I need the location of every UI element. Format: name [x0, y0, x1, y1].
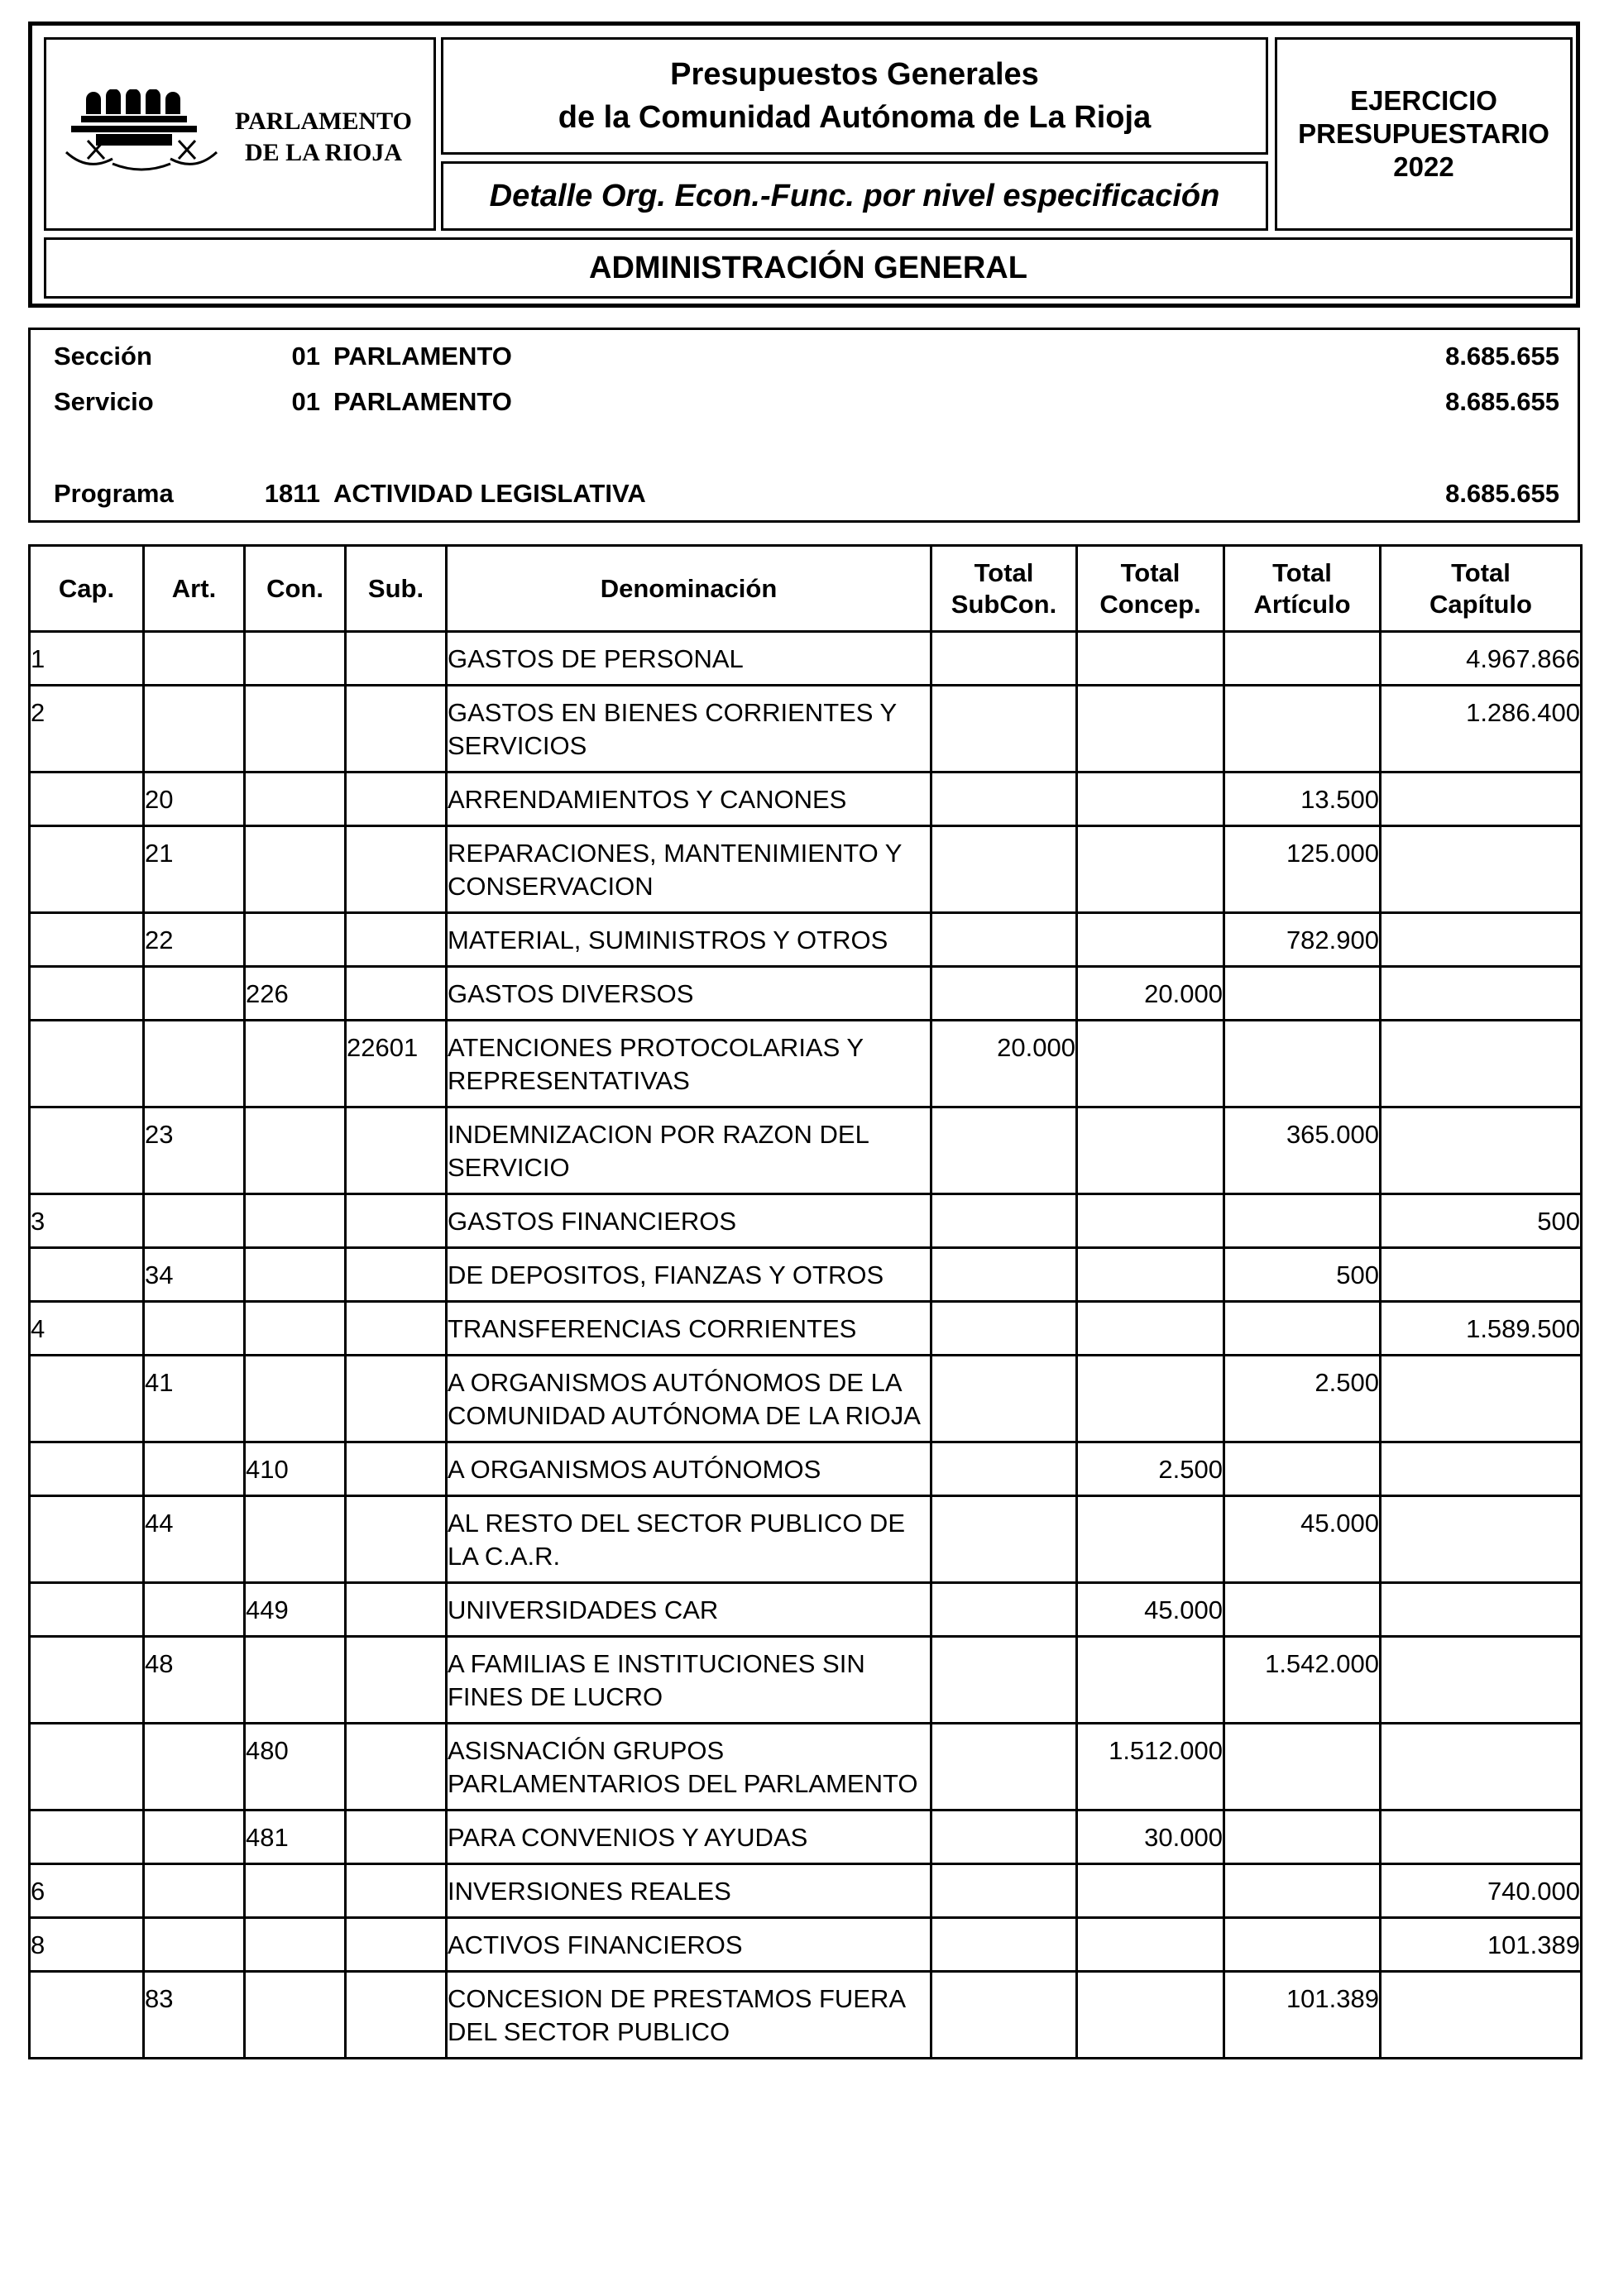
cell-total-concep: 20.000 [1077, 967, 1224, 1021]
table-row [30, 1583, 1582, 1637]
cell-total-articulo: 365.000 [1224, 1107, 1381, 1194]
parliament-name [222, 106, 425, 169]
title-line1: Presupuestos Generales [670, 57, 1039, 92]
cell-denominacion: A ORGANISMOS AUTÓNOMOS DE LA COMUNIDAD AUTÓNOMA DE LA RIOJA [447, 1356, 931, 1442]
cell-total-concep: 1.512.000 [1077, 1724, 1224, 1810]
cell-denominacion: DE DEPOSITOS, FIANZAS Y OTROS [447, 1248, 931, 1302]
cell-cap: 4 [30, 1302, 144, 1356]
cell-con [245, 773, 346, 826]
cell-total-subcon [931, 1356, 1077, 1442]
cell-con: 410 [245, 1442, 346, 1496]
cell-cap: 8 [30, 1918, 144, 1972]
cell-art [144, 686, 245, 773]
cell-con: 481 [245, 1810, 346, 1864]
cell-total-articulo [1224, 686, 1381, 773]
cell-total-articulo: 1.542.000 [1224, 1637, 1381, 1724]
col-header-total-concep [1077, 546, 1224, 632]
col-header-sub: Sub. [346, 546, 447, 632]
cell-art: 41 [144, 1356, 245, 1442]
cell-art: 23 [144, 1107, 245, 1194]
cell-denominacion: MATERIAL, SUMINISTROS Y OTROS [447, 913, 931, 967]
cell-total-concep [1077, 1918, 1224, 1972]
cell-total-concep [1077, 1107, 1224, 1194]
cell-art: 34 [144, 1248, 245, 1302]
cell-con [245, 1107, 346, 1194]
cell-sub [346, 1356, 447, 1442]
cell-con [245, 1864, 346, 1918]
servicio-name: PARLAMENTO [333, 387, 512, 416]
cell-total-subcon [931, 826, 1077, 913]
cell-con [245, 1918, 346, 1972]
cell-con [245, 826, 346, 913]
cell-total-capitulo [1381, 1583, 1582, 1637]
cell-total-articulo [1224, 1302, 1381, 1356]
cell-total-capitulo: 1.589.500 [1381, 1302, 1582, 1356]
cell-cap [30, 1810, 144, 1864]
parliament-name-line1: PARLAMENTO [235, 108, 412, 135]
cell-art: 21 [144, 826, 245, 913]
col-header-total-articulo-line2: Artículo [1253, 589, 1351, 619]
col-header-total-subcon [931, 546, 1077, 632]
cell-sub [346, 1810, 447, 1864]
col-header-total-capitulo [1381, 546, 1582, 632]
cell-denominacion: AL RESTO DEL SECTOR PUBLICO DE LA C.A.R. [447, 1496, 931, 1583]
cell-total-subcon [931, 632, 1077, 686]
table-row [30, 1302, 1582, 1356]
cell-sub [346, 1918, 447, 1972]
cell-total-subcon [931, 1194, 1077, 1248]
cell-total-subcon [931, 686, 1077, 773]
cell-total-capitulo [1381, 1810, 1582, 1864]
cell-total-articulo [1224, 1864, 1381, 1918]
cell-sub [346, 1724, 447, 1810]
col-header-denominacion: Denominación [447, 546, 931, 632]
cell-cap [30, 1021, 144, 1107]
cell-denominacion: GASTOS DE PERSONAL [447, 632, 931, 686]
cell-con [245, 1302, 346, 1356]
parliament-logo-icon [63, 89, 220, 180]
col-header-total-capitulo-line1: Total [1451, 557, 1511, 587]
cell-denominacion: REPARACIONES, MANTENIMIENTO Y CONSERVACION [447, 826, 931, 913]
table-header-row [30, 546, 1582, 632]
table-row [30, 1864, 1582, 1918]
table-row [30, 1637, 1582, 1724]
cell-con [245, 686, 346, 773]
col-header-total-articulo [1224, 546, 1381, 632]
cell-art [144, 1810, 245, 1864]
ejercicio-line1: EJERCICIO [1350, 85, 1497, 116]
cell-cap: 6 [30, 1864, 144, 1918]
cell-con [245, 1496, 346, 1583]
table-row [30, 686, 1582, 773]
cell-sub [346, 1583, 447, 1637]
cell-art: 22 [144, 913, 245, 967]
col-header-con: Con. [245, 546, 346, 632]
cell-art [144, 967, 245, 1021]
table-row [30, 632, 1582, 686]
ejercicio-year: 2022 [1393, 151, 1454, 182]
cell-total-concep [1077, 1496, 1224, 1583]
cell-art [144, 1442, 245, 1496]
table-row [30, 1810, 1582, 1864]
cell-total-concep [1077, 913, 1224, 967]
cell-total-concep [1077, 1021, 1224, 1107]
cell-total-capitulo [1381, 1637, 1582, 1724]
cell-total-articulo: 782.900 [1224, 913, 1381, 967]
cell-art [144, 1194, 245, 1248]
document-title [441, 37, 1268, 155]
cell-total-articulo: 125.000 [1224, 826, 1381, 913]
cell-total-capitulo [1381, 1724, 1582, 1810]
parliament-name-line2: DE LA RIOJA [244, 139, 403, 166]
cell-total-subcon [931, 1918, 1077, 1972]
cell-total-concep [1077, 1972, 1224, 2059]
cell-total-concep: 30.000 [1077, 1810, 1224, 1864]
cell-art: 83 [144, 1972, 245, 2059]
cell-total-concep: 45.000 [1077, 1583, 1224, 1637]
col-header-total-articulo-line1: Total [1272, 557, 1332, 587]
table-row [30, 1496, 1582, 1583]
cell-art: 20 [144, 773, 245, 826]
cell-con [245, 913, 346, 967]
cell-con [245, 1021, 346, 1107]
cell-sub [346, 773, 447, 826]
logo-panel [44, 37, 436, 231]
cell-art [144, 1918, 245, 1972]
cell-denominacion: PARA CONVENIOS Y AYUDAS [447, 1810, 931, 1864]
cell-total-concep [1077, 1194, 1224, 1248]
cell-con [245, 1248, 346, 1302]
cell-denominacion: GASTOS EN BIENES CORRIENTES Y SERVICIOS [447, 686, 931, 773]
cell-total-articulo [1224, 967, 1381, 1021]
cell-cap [30, 1637, 144, 1724]
budget-table [28, 544, 1583, 2059]
table-row [30, 1021, 1582, 1107]
table-row [30, 1918, 1582, 1972]
cell-sub [346, 1496, 447, 1583]
cell-total-articulo [1224, 1583, 1381, 1637]
cell-con [245, 1194, 346, 1248]
col-header-total-concep-line1: Total [1120, 557, 1180, 587]
cell-total-subcon [931, 1302, 1077, 1356]
cell-total-subcon [931, 967, 1077, 1021]
cell-total-subcon [931, 1972, 1077, 2059]
cell-total-articulo: 45.000 [1224, 1496, 1381, 1583]
cell-con [245, 1972, 346, 2059]
cell-denominacion: GASTOS FINANCIEROS [447, 1194, 931, 1248]
cell-art [144, 1583, 245, 1637]
cell-cap [30, 967, 144, 1021]
cell-total-concep: 2.500 [1077, 1442, 1224, 1496]
table-row [30, 1724, 1582, 1810]
table-row [30, 1107, 1582, 1194]
servicio-row [31, 387, 1578, 420]
col-header-total-concep-line2: Concep. [1099, 589, 1201, 619]
seccion-amount: 8.685.655 [1445, 342, 1559, 371]
cell-total-capitulo: 101.389 [1381, 1918, 1582, 1972]
col-header-total-subcon-line2: SubCon. [951, 589, 1057, 619]
programa-label: Programa [54, 479, 174, 508]
cell-sub [346, 1194, 447, 1248]
cell-con: 449 [245, 1583, 346, 1637]
cell-total-concep [1077, 1248, 1224, 1302]
cell-total-concep [1077, 826, 1224, 913]
cell-sub [346, 826, 447, 913]
cell-con [245, 1637, 346, 1724]
cell-total-capitulo [1381, 1356, 1582, 1442]
cell-sub [346, 1442, 447, 1496]
table-row [30, 1356, 1582, 1442]
cell-sub [346, 632, 447, 686]
cell-art: 48 [144, 1637, 245, 1724]
cell-total-capitulo: 500 [1381, 1194, 1582, 1248]
cell-denominacion: ACTIVOS FINANCIEROS [447, 1918, 931, 1972]
ejercicio-line2: PRESUPUESTARIO [1298, 118, 1549, 149]
ejercicio-panel [1275, 37, 1573, 231]
cell-total-subcon [931, 1107, 1077, 1194]
cell-total-concep [1077, 773, 1224, 826]
cell-denominacion: A ORGANISMOS AUTÓNOMOS [447, 1442, 931, 1496]
cell-sub [346, 686, 447, 773]
col-header-total-capitulo-line2: Capítulo [1429, 589, 1532, 619]
cell-total-articulo: 101.389 [1224, 1972, 1381, 2059]
cell-art: 44 [144, 1496, 245, 1583]
servicio-amount: 8.685.655 [1445, 387, 1559, 416]
cell-art [144, 1724, 245, 1810]
cell-cap [30, 826, 144, 913]
col-header-cap: Cap. [30, 546, 144, 632]
cell-total-subcon: 20.000 [931, 1021, 1077, 1107]
table-row [30, 1194, 1582, 1248]
programa-code: 1811 [264, 479, 320, 508]
cell-denominacion: UNIVERSIDADES CAR [447, 1583, 931, 1637]
cell-total-subcon [931, 1496, 1077, 1583]
administracion-banner: ADMINISTRACIÓN GENERAL [44, 237, 1573, 299]
table-row [30, 826, 1582, 913]
cell-denominacion: A FAMILIAS E INSTITUCIONES SIN FINES DE LUCRO [447, 1637, 931, 1724]
cell-total-capitulo [1381, 967, 1582, 1021]
cell-denominacion: ATENCIONES PROTOCOLARIAS Y REPRESENTATIVAS [447, 1021, 931, 1107]
cell-total-concep [1077, 632, 1224, 686]
servicio-label: Servicio [54, 387, 154, 416]
col-header-art: Art. [144, 546, 245, 632]
cell-total-articulo [1224, 1442, 1381, 1496]
servicio-code: 01 [291, 387, 320, 416]
seccion-label: Sección [54, 342, 152, 371]
cell-cap [30, 913, 144, 967]
title-line2: de la Comunidad Autónoma de La Rioja [558, 100, 1152, 135]
cell-total-concep [1077, 1637, 1224, 1724]
cell-cap [30, 1583, 144, 1637]
cell-total-subcon [931, 1724, 1077, 1810]
document-subtitle: Detalle Org. Econ.-Func. por nivel especificación [441, 161, 1268, 231]
cell-denominacion: INDEMNIZACION POR RAZON DEL SERVICIO [447, 1107, 931, 1194]
cell-cap [30, 1248, 144, 1302]
cell-cap: 2 [30, 686, 144, 773]
cell-cap [30, 1972, 144, 2059]
cell-total-capitulo: 740.000 [1381, 1864, 1582, 1918]
cell-total-subcon [931, 1637, 1077, 1724]
cell-total-capitulo [1381, 1107, 1582, 1194]
table-row [30, 773, 1582, 826]
programa-name: ACTIVIDAD LEGISLATIVA [333, 479, 646, 508]
cell-denominacion: INVERSIONES REALES [447, 1864, 931, 1918]
cell-total-capitulo: 4.967.866 [1381, 632, 1582, 686]
cell-total-concep [1077, 1864, 1224, 1918]
cell-cap [30, 1442, 144, 1496]
cell-total-capitulo [1381, 1021, 1582, 1107]
cell-total-capitulo [1381, 1972, 1582, 2059]
col-header-total-subcon-line1: Total [974, 557, 1034, 587]
table-row [30, 967, 1582, 1021]
cell-total-articulo [1224, 632, 1381, 686]
cell-total-articulo: 500 [1224, 1248, 1381, 1302]
cell-art [144, 1021, 245, 1107]
cell-total-capitulo: 1.286.400 [1381, 686, 1582, 773]
cell-total-concep [1077, 1302, 1224, 1356]
cell-total-articulo: 2.500 [1224, 1356, 1381, 1442]
cell-denominacion: ASISNACIÓN GRUPOS PARLAMENTARIOS DEL PARLAMENTO [447, 1724, 931, 1810]
cell-art [144, 1864, 245, 1918]
seccion-code: 01 [291, 342, 320, 371]
cell-total-subcon [931, 773, 1077, 826]
cell-sub [346, 1248, 447, 1302]
cell-sub [346, 1107, 447, 1194]
cell-cap: 1 [30, 632, 144, 686]
cell-total-concep [1077, 1356, 1224, 1442]
cell-cap [30, 773, 144, 826]
cell-total-articulo [1224, 1021, 1381, 1107]
seccion-name: PARLAMENTO [333, 342, 512, 371]
cell-total-capitulo [1381, 913, 1582, 967]
cell-sub [346, 967, 447, 1021]
cell-total-concep [1077, 686, 1224, 773]
cell-total-subcon [931, 1442, 1077, 1496]
cell-sub [346, 1972, 447, 2059]
cell-con [245, 632, 346, 686]
cell-total-capitulo [1381, 1248, 1582, 1302]
cell-total-articulo [1224, 1918, 1381, 1972]
cell-total-capitulo [1381, 826, 1582, 913]
cell-sub [346, 1302, 447, 1356]
cell-total-capitulo [1381, 1442, 1582, 1496]
cell-con: 480 [245, 1724, 346, 1810]
table-row [30, 1442, 1582, 1496]
cell-total-subcon [931, 1864, 1077, 1918]
cell-total-subcon [931, 913, 1077, 967]
cell-sub: 22601 [346, 1021, 447, 1107]
cell-con: 226 [245, 967, 346, 1021]
cell-art [144, 1302, 245, 1356]
cell-cap: 3 [30, 1194, 144, 1248]
cell-denominacion: CONCESION DE PRESTAMOS FUERA DEL SECTOR PUBLICO [447, 1972, 931, 2059]
cell-total-subcon [931, 1248, 1077, 1302]
cell-cap [30, 1496, 144, 1583]
table-row [30, 1248, 1582, 1302]
cell-total-subcon [931, 1810, 1077, 1864]
cell-sub [346, 1637, 447, 1724]
cell-total-articulo [1224, 1724, 1381, 1810]
cell-con [245, 1356, 346, 1442]
cell-cap [30, 1724, 144, 1810]
cell-total-capitulo [1381, 773, 1582, 826]
cell-sub [346, 913, 447, 967]
programa-row [31, 479, 1578, 512]
cell-denominacion: GASTOS DIVERSOS [447, 967, 931, 1021]
cell-total-articulo [1224, 1194, 1381, 1248]
cell-total-subcon [931, 1583, 1077, 1637]
document-header [28, 22, 1580, 308]
seccion-block [28, 328, 1580, 523]
cell-total-capitulo [1381, 1496, 1582, 1583]
seccion-row [31, 342, 1578, 375]
cell-denominacion: ARRENDAMIENTOS Y CANONES [447, 773, 931, 826]
table-row [30, 913, 1582, 967]
cell-total-articulo [1224, 1810, 1381, 1864]
cell-denominacion: TRANSFERENCIAS CORRIENTES [447, 1302, 931, 1356]
cell-sub [346, 1864, 447, 1918]
cell-total-articulo: 13.500 [1224, 773, 1381, 826]
cell-cap [30, 1107, 144, 1194]
cell-art [144, 632, 245, 686]
cell-cap [30, 1356, 144, 1442]
table-row [30, 1972, 1582, 2059]
programa-amount: 8.685.655 [1445, 479, 1559, 508]
